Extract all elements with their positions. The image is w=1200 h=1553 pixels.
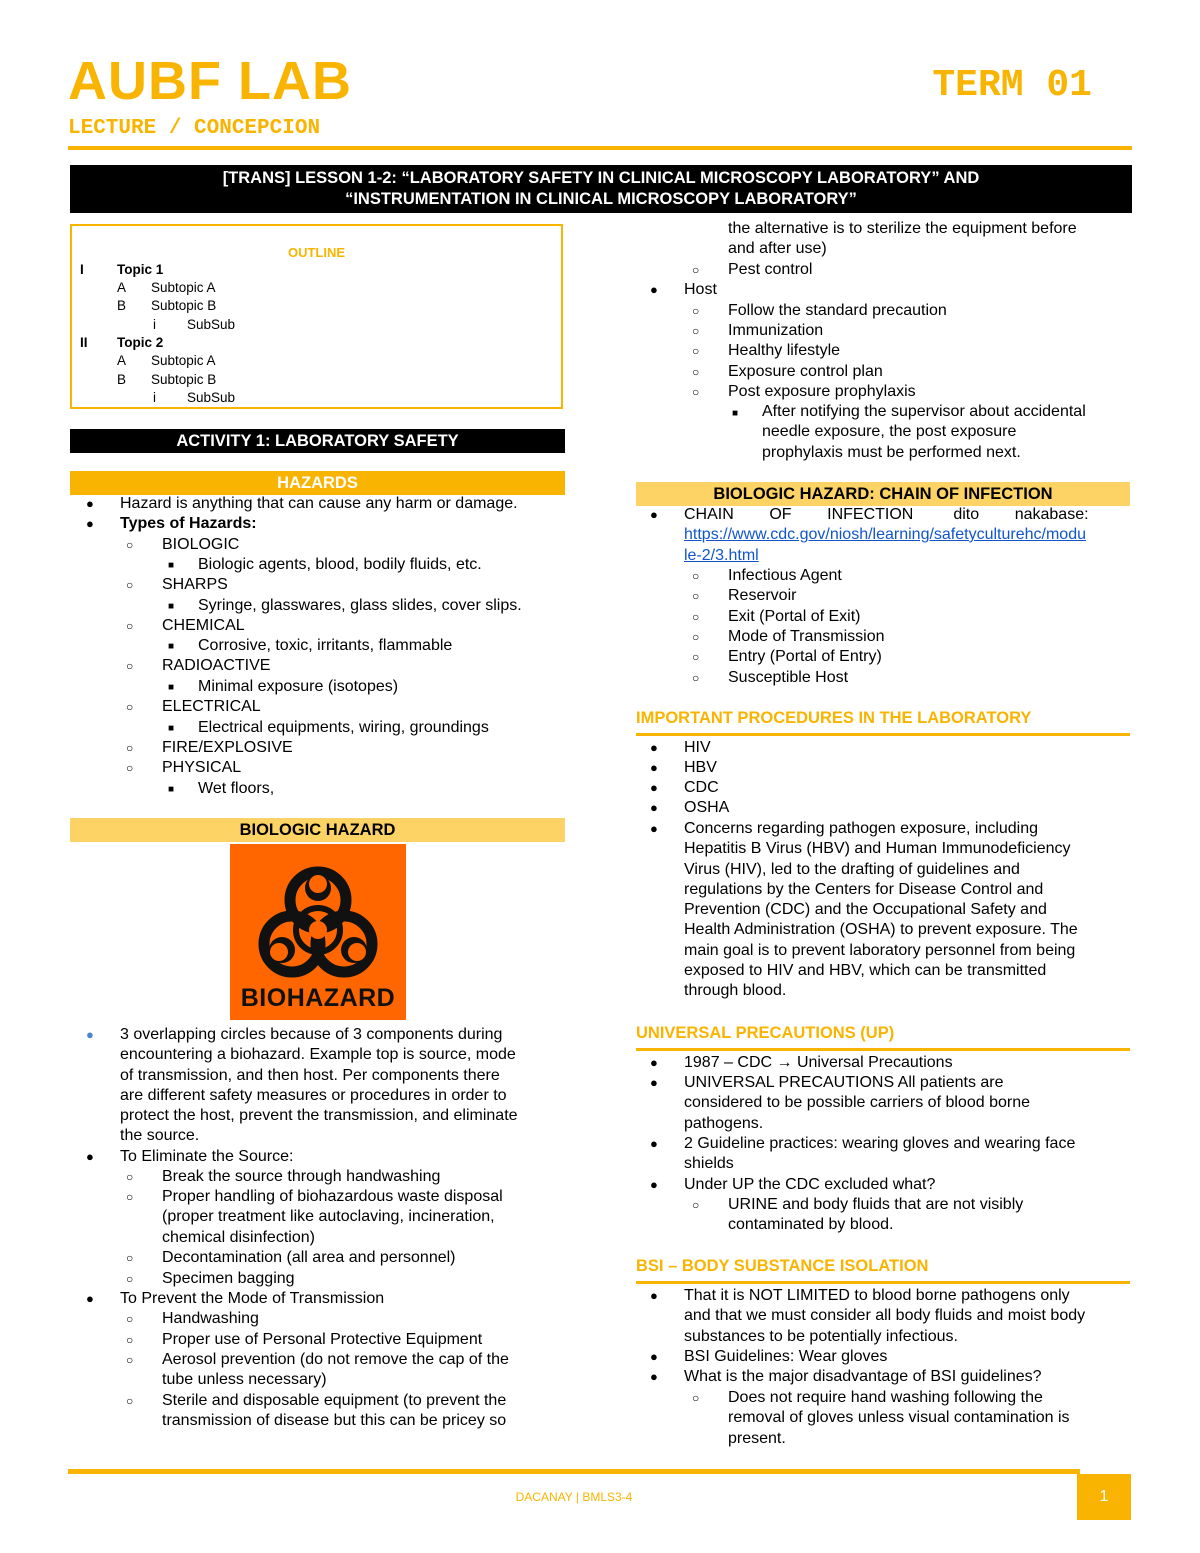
hazard-types-label: Types of Hazards: (120, 515, 257, 532)
circle-bullet-icon: ○ (692, 304, 700, 318)
circle-bullet-icon: ○ (692, 610, 700, 624)
chain-item: Entry (Portal of Entry) (728, 648, 882, 665)
biohazard-sign-text: BIOHAZARD (240, 984, 396, 1012)
circle-bullet-icon: ○ (126, 1170, 134, 1184)
circle-bullet-icon: ○ (692, 650, 700, 664)
procedure-item: HBV (684, 759, 717, 776)
circle-bullet-icon: ○ (126, 761, 134, 775)
bullet-icon: ● (650, 1177, 658, 1192)
square-bullet-icon: ■ (168, 601, 175, 612)
circle-bullet-icon: ○ (126, 538, 134, 552)
circle-bullet-icon: ○ (126, 619, 134, 633)
circle-bullet-icon: ○ (692, 671, 700, 685)
host-item: Post exposure prophylaxis (728, 383, 916, 400)
universal-precautions-rule (636, 1048, 1130, 1051)
bullet-icon: ● (650, 1288, 658, 1303)
circle-bullet-icon: ○ (692, 589, 700, 603)
up-definition: UNIVERSAL PRECAUTIONS All patients are considered to be possible carriers of blood borne pathogens. (684, 1074, 1030, 1132)
bullet-icon: ● (86, 1149, 94, 1164)
bullet-icon: ● (650, 1136, 658, 1151)
circle-bullet-icon: ○ (126, 1333, 134, 1347)
pep-detail: After notifying the supervisor about accidental needle exposure, the post exposure prophylaxis must be performed next. (762, 403, 1086, 461)
bullet-icon: ● (650, 507, 658, 522)
bsi-list (636, 1286, 1130, 1456)
procedure-item: HIV (684, 739, 711, 756)
hazard-type-name: RADIOACTIVE (162, 657, 271, 674)
circle-bullet-icon: ○ (692, 1198, 700, 1212)
bsi-answer: Does not require hand washing following the removal of gloves unless visual contamination is present. (728, 1389, 1070, 1447)
procedure-item: CDC (684, 779, 719, 796)
bullet-icon: ● (650, 740, 658, 755)
square-bullet-icon: ■ (168, 682, 175, 693)
chain-of-infection-list (636, 505, 1130, 690)
bullet-icon: ● (650, 1349, 658, 1364)
prevent-item: Handwashing (162, 1310, 259, 1327)
eliminate-item: Proper handling of biohazardous waste disposal (proper treatment like autoclaving, incineration, chemical disinfection) (162, 1188, 503, 1246)
hazard-type-name: FIRE/EXPLOSIVE (162, 739, 293, 756)
eliminate-item: Decontamination (all area and personnel) (162, 1249, 456, 1266)
host-item: Follow the standard precaution (728, 302, 947, 319)
pest-control-item: Pest control (728, 261, 813, 278)
hazard-type-detail: Syringe, glasswares, glass slides, cover slips. (198, 597, 522, 614)
circle-bullet-icon: ○ (692, 1391, 700, 1405)
concerns-text: Concerns regarding pathogen exposure, including Hepatitis B Virus (HBV) and Human Immunodeficiency Virus (HIV), led to the drafting of guidelines and regulations by the Centers for Disease Control and Prevention (CDC) and the Occupational Safety and Health Administration (OSHA) to prevent exposure. The main goal is to prevent laboratory personnel from being exposed to HIV and HBV, which can be transmitted through blood. (684, 820, 1078, 1000)
lecture-subtitle: LECTURE / CONCEPCION (68, 117, 321, 140)
bsi-guidelines: BSI Guidelines: Wear gloves (684, 1348, 888, 1365)
hazard-type-detail: Electrical equipments, wiring, groundings (198, 719, 489, 736)
circle-bullet-icon: ○ (126, 1272, 134, 1286)
chain-of-infection-text: CHAIN OF INFECTION dito nakabase: (684, 506, 1089, 523)
procedures-rule (636, 733, 1130, 736)
host-item: Exposure control plan (728, 363, 883, 380)
circle-bullet-icon: ○ (126, 1312, 134, 1326)
hazard-type-name: SHARPS (162, 576, 228, 593)
circle-bullet-icon: ○ (126, 700, 134, 714)
circle-bullet-icon: ○ (692, 344, 700, 358)
host-item: Immunization (728, 322, 824, 339)
bullet-icon: ● (650, 780, 658, 795)
hazard-definition: Hazard is anything that can cause any harm or damage. (120, 495, 518, 512)
footer-rule (68, 1469, 1080, 1474)
circle-bullet-icon: ○ (692, 324, 700, 338)
circle-bullet-icon: ○ (692, 569, 700, 583)
universal-precautions-list (636, 1053, 1130, 1238)
term-label: TERM 01 (932, 64, 1092, 107)
right-continued-list (636, 219, 1130, 464)
eliminate-source-label: To Eliminate the Source: (120, 1148, 294, 1165)
bullet-icon: ● (650, 800, 658, 815)
outline-title: OUTLINE (287, 245, 346, 260)
hazard-list (70, 494, 565, 804)
bullet-icon: ● (650, 760, 658, 775)
square-bullet-icon: ■ (168, 723, 175, 734)
bullet-icon: ● (650, 821, 658, 836)
universal-precautions-heading: UNIVERSAL PRECAUTIONS (UP) (636, 1024, 895, 1042)
activity-heading: ACTIVITY 1: LABORATORY SAFETY (70, 429, 565, 453)
biologic-hazard-heading: BIOLOGIC HAZARD (70, 818, 565, 842)
hazard-type-detail: Biologic agents, blood, bodily fluids, etc. (198, 556, 482, 573)
biohazard-sign-image (230, 844, 406, 1020)
bullet-icon: ● (650, 282, 658, 297)
circle-bullet-icon: ○ (126, 1394, 134, 1408)
bullet-icon: ● (650, 1055, 658, 1070)
bullet-icon: ● (86, 516, 94, 531)
up-1987-item: 1987 – CDC → Universal Precautions (684, 1054, 953, 1071)
cdc-link-line2[interactable]: le-2/3.html (684, 547, 759, 564)
eliminate-item: Break the source through handwashing (162, 1168, 441, 1185)
hazard-type-detail: Minimal exposure (isotopes) (198, 678, 399, 695)
circle-bullet-icon: ○ (692, 385, 700, 399)
outline-list: I Topic 1 A Subtopic A B Subtopic B i SubSub II Topic 2 A Subtopic A B Subtopic B i SubSub (80, 262, 236, 405)
circle-bullet-icon: ○ (126, 578, 134, 592)
prevent-transmission-label: To Prevent the Mode of Transmission (120, 1290, 385, 1307)
bsi-definition: That it is NOT LIMITED to blood borne pathogens only and that we must consider all body fluids and moist body substances to be potentially infectious. (684, 1287, 1086, 1345)
bullet-icon: ● (86, 1027, 94, 1042)
procedures-heading: IMPORTANT PROCEDURES IN THE LABORATORY (636, 709, 1032, 727)
chain-item: Mode of Transmission (728, 628, 885, 645)
hazard-type-detail: Wet floors, (198, 780, 275, 797)
excluded-answer: URINE and body fluids that are not visibly contaminated by blood. (728, 1196, 1024, 1234)
hazard-type-name: ELECTRICAL (162, 698, 261, 715)
chain-item: Exit (Portal of Exit) (728, 608, 861, 625)
bullet-icon: ● (650, 1075, 658, 1090)
hazard-type-name: CHEMICAL (162, 617, 245, 634)
circle-bullet-icon: ○ (126, 741, 134, 755)
bullet-icon: ● (86, 1291, 94, 1306)
brand-title: AUBF LAB (68, 51, 352, 111)
hazard-type-detail: Corrosive, toxic, irritants, flammable (198, 637, 453, 654)
host-label: Host (684, 281, 717, 298)
prevent-item: Sterile and disposable equipment (to prevent the transmission of disease but this can be pricey so (162, 1392, 507, 1430)
circle-bullet-icon: ○ (126, 1190, 134, 1204)
circle-bullet-icon: ○ (126, 1353, 134, 1367)
bsi-rule (636, 1281, 1130, 1284)
lesson-title (70, 165, 1132, 213)
bsi-question: What is the major disadvantage of BSI guidelines? (684, 1368, 1042, 1385)
square-bullet-icon: ■ (168, 641, 175, 652)
bsi-heading: BSI – BODY SUBSTANCE ISOLATION (636, 1257, 929, 1275)
hazard-type-name: BIOLOGIC (162, 536, 240, 553)
bullet-icon: ● (650, 1369, 658, 1384)
cdc-link-line1[interactable]: https://www.cdc.gov/niosh/learning/safetyculturehc/modu (684, 526, 1086, 543)
procedure-item: OSHA (684, 799, 730, 816)
lesson-title-line2: “INSTRUMENTATION IN CLINICAL MICROSCOPY LABORATORY” (345, 190, 857, 208)
prevent-item: Proper use of Personal Protective Equipment (162, 1331, 483, 1348)
excluded-question: Under UP the CDC excluded what? (684, 1176, 936, 1193)
chain-item: Susceptible Host (728, 669, 849, 686)
circle-bullet-icon: ○ (126, 1251, 134, 1265)
biologic-hazard-notes (70, 1025, 565, 1435)
square-bullet-icon: ■ (168, 784, 175, 795)
header-rule (68, 146, 1132, 150)
square-bullet-icon: ■ (168, 560, 175, 571)
eliminate-item: Specimen bagging (162, 1270, 295, 1287)
hazard-type-name: PHYSICAL (162, 759, 242, 776)
host-item: Healthy lifestyle (728, 342, 841, 359)
circle-bullet-icon: ○ (692, 365, 700, 379)
circle-bullet-icon: ○ (126, 659, 134, 673)
procedures-list (636, 738, 1130, 1003)
circle-bullet-icon: ○ (692, 630, 700, 644)
chain-of-infection-heading: BIOLOGIC HAZARD: CHAIN OF INFECTION (636, 482, 1130, 506)
footer-author: DACANAY | BMLS3-4 (515, 1490, 633, 1504)
sterile-continued-text: the alternative is to sterilize the equipment before and after use) (728, 220, 1077, 258)
overlapping-circles-text: 3 overlapping circles because of 3 components during encountering a biohazard. Example top is source, mode of transmission, and then host. Per components there are different safety measures or procedures in order to protect the host, prevent the transmission, and eliminate the source. (120, 1026, 518, 1145)
chain-item: Infectious Agent (728, 567, 842, 584)
lesson-title-line1: [TRANS] LESSON 1-2: “LABORATORY SAFETY IN CLINICAL MICROSCOPY LABORATORY” AND (222, 169, 980, 187)
circle-bullet-icon: ○ (692, 263, 700, 277)
prevent-item: Aerosol prevention (do not remove the cap of the tube unless necessary) (162, 1351, 509, 1389)
square-bullet-icon: ■ (732, 408, 739, 419)
guideline-practices: 2 Guideline practices: wearing gloves and wearing face shields (684, 1135, 1076, 1173)
page-number: 1 (1077, 1474, 1131, 1520)
bullet-icon: ● (86, 496, 94, 511)
chain-item: Reservoir (728, 587, 797, 604)
hazards-heading: HAZARDS (70, 471, 565, 495)
